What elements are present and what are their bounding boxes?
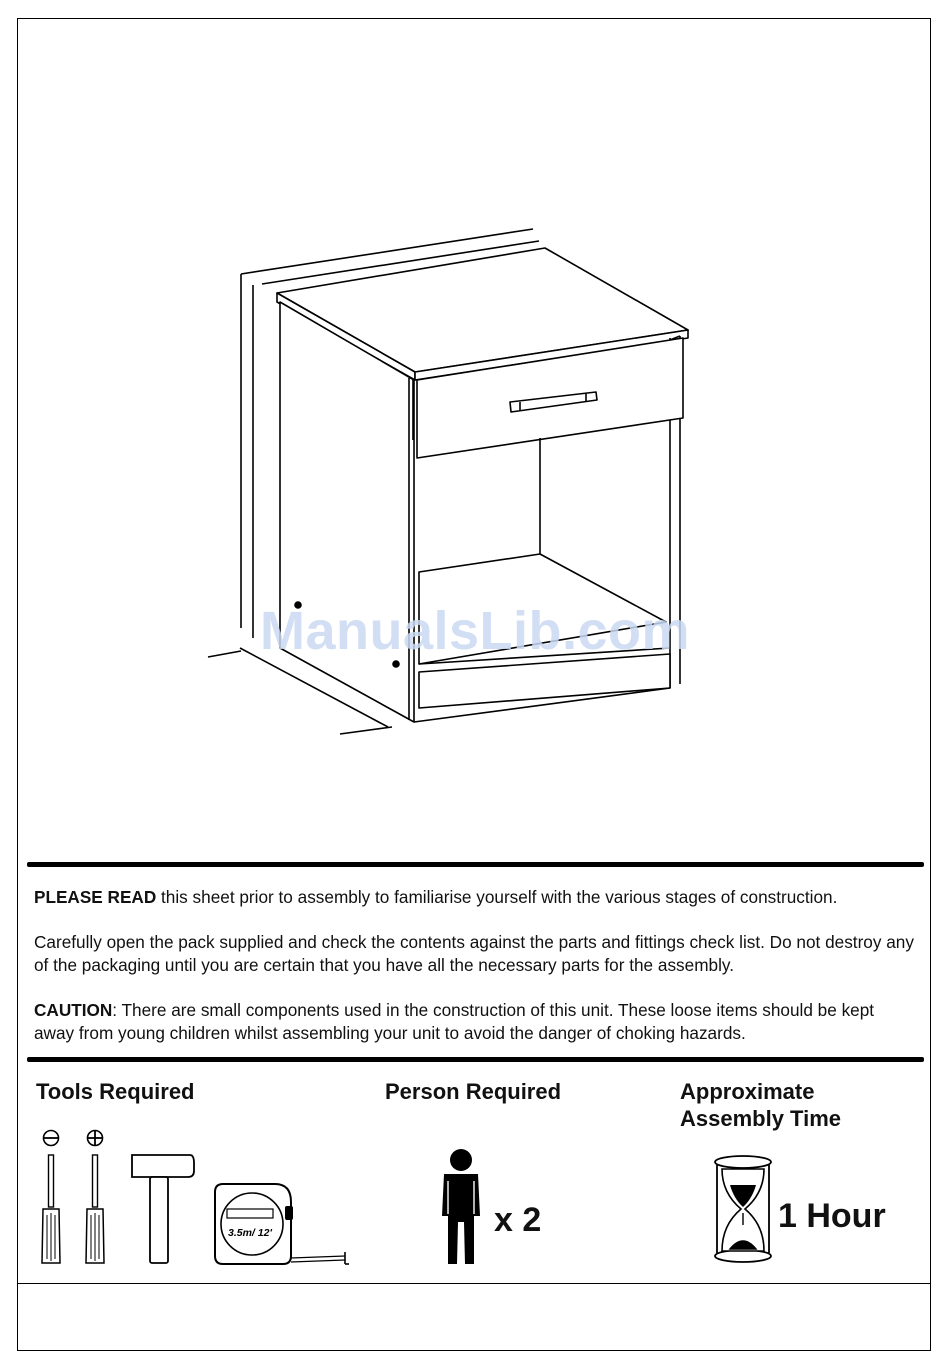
flat-screwdriver-icon xyxy=(36,1125,76,1270)
phillips-screwdriver-icon xyxy=(78,1125,118,1270)
divider-bottom xyxy=(27,1057,924,1062)
please-read-label: PLEASE READ xyxy=(34,887,157,907)
caution-text xyxy=(34,999,914,1045)
hammer-icon xyxy=(128,1145,198,1267)
please-read-body: this sheet prior to assembly to familiarise yourself with the various stages of construction. xyxy=(156,887,838,907)
tape-measure-label: 3.5m/ 12' xyxy=(228,1227,272,1239)
persons-heading: Person Required xyxy=(385,1079,562,1104)
time-heading-line1: Approximate xyxy=(680,1079,815,1104)
check-contents-text: Carefully open the pack supplied and check the contents against the parts and fittings check list. Do not destroy any of the packaging until you are certain that you have all the necessary parts for the assembly. xyxy=(34,932,914,975)
time-heading-line2: Assembly Time xyxy=(680,1106,842,1131)
bedside-cabinet-illustration xyxy=(195,220,705,740)
caution-body: : There are small components used in the construction of this unit. These loose items should be kept away from young children whilst assembling your unit to avoid the danger of choking hazards. xyxy=(34,1000,875,1043)
please-read-text xyxy=(34,886,914,909)
person-icon xyxy=(436,1146,492,1268)
hourglass-icon xyxy=(708,1153,778,1265)
caution-label: CAUTION xyxy=(34,1000,113,1020)
tools-heading: Tools Required xyxy=(36,1079,195,1104)
time-value: 1 Hour xyxy=(778,1197,886,1235)
tape-measure-icon xyxy=(205,1180,355,1270)
persons-count: x 2 xyxy=(494,1201,542,1239)
divider-top xyxy=(27,862,924,867)
watermark: ManualsLib.com xyxy=(259,601,691,661)
footer-divider xyxy=(17,1283,931,1284)
